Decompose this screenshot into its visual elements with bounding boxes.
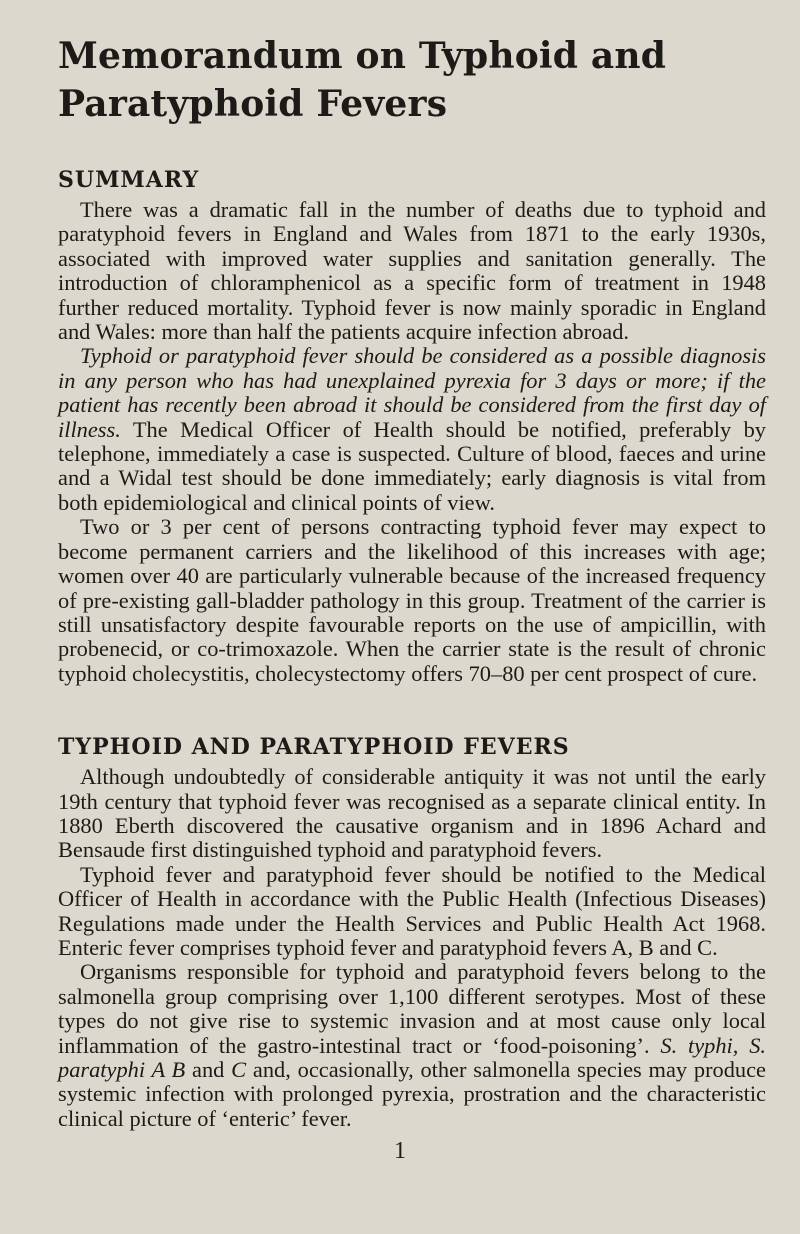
- summary-heading: SUMMARY: [58, 167, 200, 193]
- fevers-heading: TYPHOID AND PARATYPHOID FEVERS: [58, 734, 570, 761]
- document-title: [58, 32, 766, 128]
- fevers-paragraph-1: Although undoubtedly of considerable antiquity it was not until the early 19th century that typhoid fever was recognised as a separate clinical entity. In 1880 Eberth discovered the causative organism and in 1896 Achard and Bensaude first distinguished typhoid and paratyphoid fevers.: [58, 764, 766, 863]
- fevers-paragraph-3-space: [738, 1033, 749, 1058]
- summary-paragraph-3: Two or 3 per cent of persons contracting typhoid fever may expect to become permanent carriers and the likelihood of this increases with age; women over 40 are particularly vulnerable because of the increased frequency of pre-existing gall-bladder pathology in this group. Treatment of the carrier is still unsatisfactory despite favourable reports on the use of ampicillin, with probenecid, or co-trimoxazole. When the carrier state is the result of chronic typhoid cholecystitis, cholecystectomy offers 70–80 per cent prospect of cure.: [58, 514, 766, 686]
- summary-paragraph-2-rest: The Medical Officer of Health should be notified, preferably by telephone, immediately a case is suspected. Culture of blood, faeces and urine and a Widal test should be done immediately; early diagnosis is vital from both epidemiological and clinical points of view.: [58, 416, 766, 515]
- page-number: 1: [394, 1138, 406, 1164]
- species-s-typhi: S. typhi,: [660, 1032, 739, 1058]
- fevers-paragraph-3-part-a: Organisms responsible for typhoid and paratyphoid fevers belong to the salmonella group comprising over 1,100 different serotypes. Most of these types do not give rise to systemic invasion and at most cause only local inflammation of the gastro-intestinal tract or ‘food-poisoning’.: [58, 959, 766, 1058]
- species-c: C: [231, 1057, 247, 1082]
- species-s-paratyphi: S. paratyphi A B: [58, 1032, 766, 1082]
- fevers-paragraph-3-part-c: and, occasionally, other salmonella species may produce systemic infection with prolonged pyrexia, prostration and the characteristic clinical picture of ‘enteric’ fever.: [58, 1057, 766, 1131]
- fevers-paragraph-3-part-b: and: [185, 1057, 232, 1082]
- title-line-1: Memorandum on Typhoid and: [58, 35, 667, 77]
- summary-paragraph-2: [58, 344, 766, 515]
- fevers-paragraph-3: [58, 960, 766, 1131]
- title-line-2: Paratyphoid Fevers: [58, 83, 448, 125]
- summary-paragraph-1: There was a dramatic fall in the number of deaths due to typhoid and paratyphoid fevers in England and Wales from 1871 to the early 1930s, associated with improved water supplies and sanitation generally. The introduction of chloramphenicol as a specific form of treatment in 1948 further reduced mortality. Typhoid fever is now mainly sporadic in England and Wales: more than half the patients acquire infection abroad.: [58, 197, 766, 345]
- fevers-section: [58, 765, 766, 1131]
- fevers-paragraph-2: Typhoid fever and paratyphoid fever should be notified to the Medical Officer of Health in accordance with the Public Health (Infectious Diseases) Regulations made under the Health Services and Public Health Act 1968. Enteric fever comprises typhoid fever and paratyphoid fevers A, B and C.: [58, 861, 766, 960]
- summary-section: [58, 198, 766, 686]
- summary-paragraph-2-italic: Typhoid or paratyphoid fever should be considered as a possible diagnosis in any person who has had unexplained pyrexia for 3 days or more; if the patient has recently been abroad it should be considered from the first day of illness.: [58, 343, 766, 442]
